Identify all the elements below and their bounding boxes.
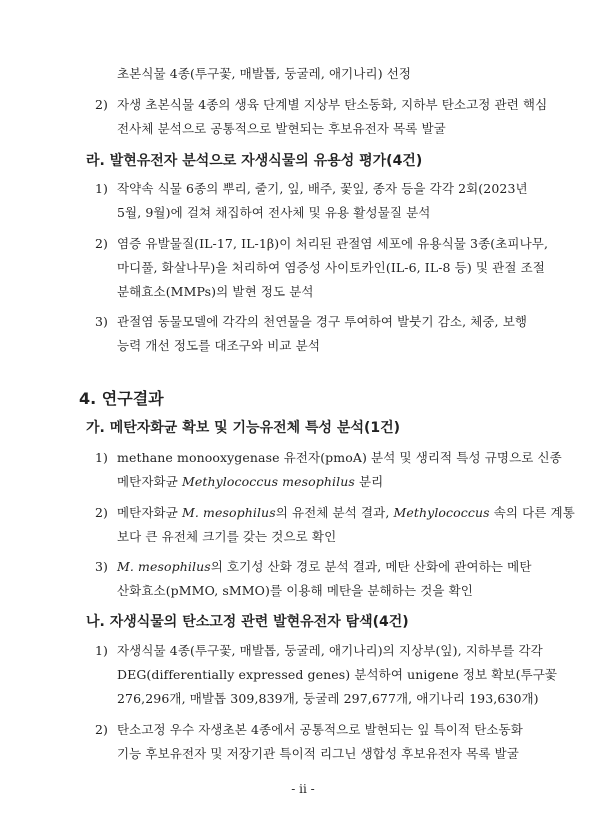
paragraph-line: DEG(differentially expressed genes) 분석하여 unigene 정보 확보(투구꽃 <box>117 667 558 682</box>
paragraph-line: methane monooxygenase 유전자(pmoA) 분석 및 생리적 특성 규명으로 신종 <box>117 450 562 465</box>
text-run: 의 호기성 산화 경로 분석 결과, 메탄 산화에 관여하는 메탄 <box>210 559 532 574</box>
text-run: 메탄자화균 <box>117 505 182 520</box>
item-number: 1) <box>95 450 108 465</box>
paragraph-line: 염증 유발물질(IL-17, IL-1β)이 처리된 관절염 세포에 유용식물 3종(초피나무, <box>117 236 549 251</box>
item-number: 1) <box>95 181 108 196</box>
paragraph-line <box>117 474 383 490</box>
paragraph-line: 능력 개선 정도를 대조구와 비교 분석 <box>117 338 320 353</box>
species-name: M. mesophilus <box>117 559 211 574</box>
paragraph-line <box>117 559 532 575</box>
paragraph-line: 마디풀, 화살나무)을 처리하여 염증성 사이토카인(IL-6, IL-8 등) 및 관절 조절 <box>117 260 545 275</box>
text-run: 속의 다른 계통 <box>489 505 575 520</box>
genus-name: Methylococcus <box>393 505 490 520</box>
paragraph-line: 보다 큰 유전체 크기를 갖는 것으로 확인 <box>117 529 337 544</box>
item-number: 3) <box>95 559 108 574</box>
paragraph-line: 관절염 동물모델에 각각의 천연물을 경구 투여하여 발붓기 감소, 체중, 보행 <box>117 314 528 329</box>
paragraph-line <box>117 505 575 521</box>
paragraph-line: 276,296개, 매발톱 309,839개, 둥굴레 297,677개, 애기나리 193,630개) <box>117 691 539 706</box>
section-heading-4: 4. 연구결과 <box>79 389 164 408</box>
text-run: 의 유전체 분석 결과, <box>275 505 394 520</box>
paragraph-line: 기능 후보유전자 및 저장기관 특이적 리그닌 생합성 후보유전자 목록 발굴 <box>117 746 519 761</box>
item-number: 1) <box>95 643 108 658</box>
paragraph-line: 자생 초본식물 4종의 생육 단계별 지상부 탄소동화, 지하부 탄소고정 관련 핵심 <box>117 97 548 112</box>
section-heading-ra: 라. 발현유전자 분석으로 자생식물의 유용성 평가(4건) <box>86 153 423 169</box>
continuation-line: 초본식물 4종(투구꽃, 매발톱, 둥굴레, 애기나리) 선정 <box>117 66 412 81</box>
page-number: - ii - <box>291 782 315 796</box>
paragraph-line: 자생식물 4종(투구꽃, 매발톱, 둥굴레, 애기나리)의 지상부(잎), 지하부를 각각 <box>117 643 543 658</box>
paragraph-line: 산화효소(pMMO, sMMO)를 이용해 메탄을 분해하는 것을 확인 <box>117 583 473 598</box>
species-name: M. mesophilus <box>181 505 276 520</box>
item-number: 2) <box>95 236 108 251</box>
item-number: 2) <box>95 505 108 520</box>
item-number: 3) <box>95 314 108 329</box>
item-number: 2) <box>95 722 108 737</box>
text-run: 메탄자화균 <box>117 474 182 489</box>
section-heading-ga: 가. 메탄자화균 확보 및 기능유전체 특성 분석(1건) <box>86 420 401 436</box>
text-run: 분리 <box>354 474 384 489</box>
paragraph-line: 5월, 9월)에 걸쳐 채집하여 전사체 및 유용 활성물질 분석 <box>117 205 431 220</box>
item-number: 2) <box>95 97 108 112</box>
species-name: Methylococcus mesophilus <box>181 474 355 489</box>
paragraph-line: 작약속 식물 6종의 뿌리, 줄기, 잎, 배주, 꽃잎, 종자 등을 각각 2회(2023년 <box>117 181 528 196</box>
paragraph-line: 전사체 분석으로 공통적으로 발현되는 후보유전자 목록 발굴 <box>117 121 446 136</box>
paragraph-line: 탄소고정 우수 자생초본 4종에서 공통적으로 발현되는 잎 특이적 탄소동화 <box>117 722 523 737</box>
section-heading-na: 나. 자생식물의 탄소고정 관련 발현유전자 탐색(4건) <box>86 614 409 630</box>
paragraph-line: 분해효소(MMPs)의 발현 정도 분석 <box>117 284 314 299</box>
